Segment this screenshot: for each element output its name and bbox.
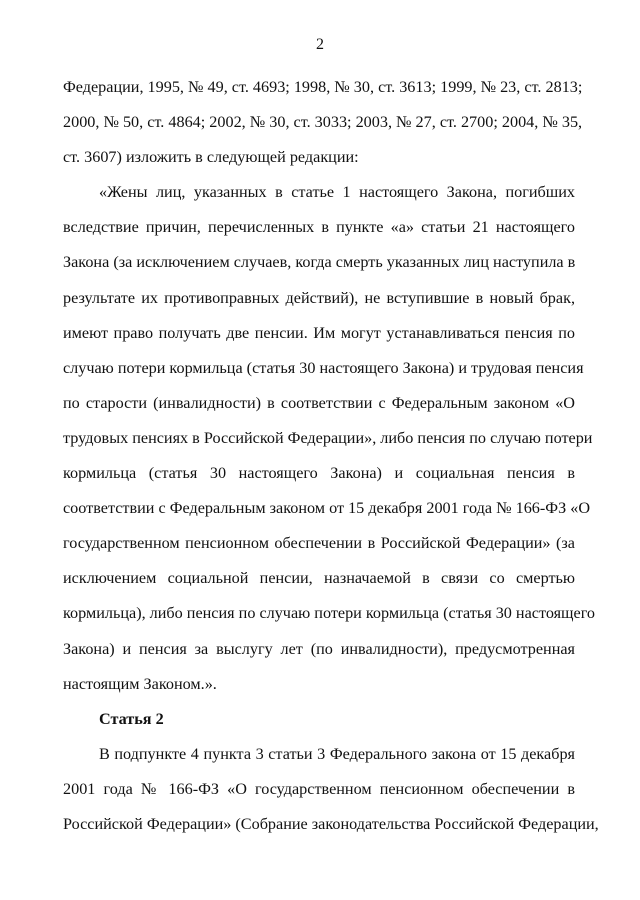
page-number: 2 bbox=[316, 36, 324, 53]
text-line: кормильца (статья 30 настоящего Закона) и социальная пенсия в bbox=[63, 464, 575, 483]
text-line: Федерации, 1995, № 49, ст. 4693; 1998, № 30, ст. 3613; 1999, № 23, ст. 2813; bbox=[63, 78, 583, 96]
paragraph-continuation bbox=[63, 76, 583, 181]
text-line: исключением социальной пенсии, назначаемой в связи со смертью bbox=[63, 569, 575, 588]
paragraph-amended-text bbox=[63, 181, 596, 707]
text-line: имеют право получать две пенсии. Им могут устанавливаться пенсия по bbox=[63, 323, 575, 342]
text-line: 2000, № 50, ст. 4864; 2002, № 30, ст. 3033; 2003, № 27, ст. 2700; 2004, № 35, bbox=[63, 113, 583, 132]
text-line: В подпункте 4 пункта 3 статьи 3 Федерального закона от 15 декабря bbox=[99, 744, 575, 763]
text-line: «Жены лиц, указанных в статье 1 настоящего Закона, погибших bbox=[99, 183, 575, 202]
text-line: трудовых пенсиях в Российской Федерации», либо пенсия по случаю потери bbox=[63, 428, 593, 447]
paragraph-article-2 bbox=[63, 743, 599, 848]
text-line: Закона (за исключением случаев, когда смерть указанных лиц наступила в bbox=[63, 253, 576, 272]
text-line: государственном пенсионном обеспечении в Российской Федерации» (за bbox=[63, 534, 575, 553]
text-line: настоящим Законом.». bbox=[63, 674, 217, 693]
text-line: вследствие причин, перечисленных в пункте «а» статьи 21 настоящего bbox=[63, 218, 575, 237]
text-line: по старости (инвалидности) в соответствии с Федеральным законом «О bbox=[63, 393, 575, 412]
text-line: ст. 3607) изложить в следующей редакции: bbox=[63, 148, 359, 167]
text-line: кормильца), либо пенсия по случаю потери кормильца (статья 30 настоящего bbox=[63, 604, 596, 623]
document-body bbox=[63, 76, 599, 848]
article-heading: Статья 2 bbox=[99, 709, 164, 728]
text-line: соответствии с Федеральным законом от 15 декабря 2001 года № 166-ФЗ «О bbox=[63, 499, 591, 518]
text-line: случаю потери кормильца (статья 30 настоящего Закона) и трудовая пенсия bbox=[63, 358, 584, 377]
text-line: Российской Федерации» (Собрание законодательства Российской Федерации, bbox=[63, 814, 599, 833]
text-line: Закона) и пенсия за выслугу лет (по инвалидности), предусмотренная bbox=[63, 639, 575, 658]
text-line: результате их противоправных действий), не вступившие в новый брак, bbox=[63, 288, 575, 307]
text-line: 2001 года № 166-ФЗ «О государственном пенсионном обеспечении в bbox=[63, 779, 575, 798]
